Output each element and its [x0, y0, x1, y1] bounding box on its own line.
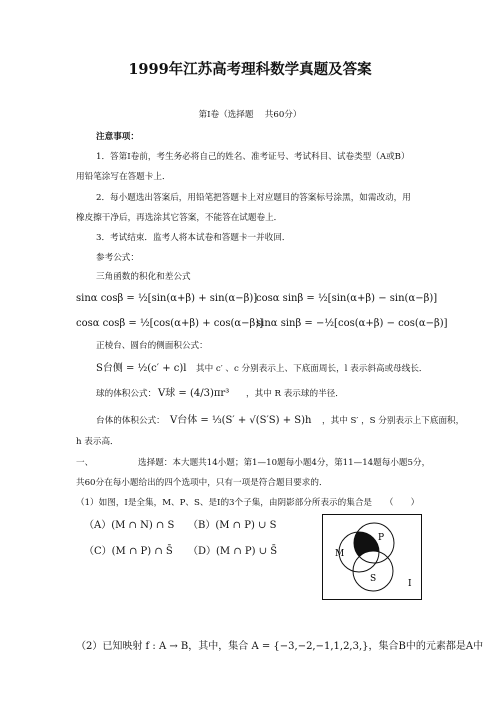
part-instructions-line-2: 共60分在每小题给出的四个选项中，只有一项是符合题目要求的．: [76, 478, 328, 488]
formula-sin-cos: sinα cosβ = ½[sin(α+β) + sin(α−β)]: [76, 293, 258, 304]
frustum-volume-formula: V台体 = ⅓(S′ + √(S′S) + S)h: [170, 415, 312, 426]
frustum-area-heading: 正棱台、圆台的侧面积公式：: [96, 341, 208, 351]
formula-cos-sin: cosα sinβ = ½[sin(α+β) − sin(α−β)]: [256, 293, 438, 304]
note-line-5: 3．考试结束．监考人将本试卷和答题卡一并收回．: [96, 233, 291, 243]
note-line-4: 橡皮擦干净后，再选涂其它答案，不能答在试题卷上．: [76, 213, 283, 223]
note-line-3: 2．每小题选出答案后，用铅笔把答题卡上对应题目的答案标号涂黑，如需改动，用: [96, 193, 411, 203]
formula-sin-sin: sinα sinβ = −½[cos(α+β) − cos(α−β)]: [256, 318, 448, 329]
question-2-stem: （2）已知映射 f : A → B，其中，集合 A = {−3,−2,−1,1,2,3,}，集合B中的元素都是A中: [76, 641, 484, 652]
sphere-volume-label: 球的体积公式：: [96, 389, 157, 399]
notes-heading: 注意事项：: [96, 132, 139, 142]
label-p: P: [378, 533, 385, 543]
frustum-volume-label: 台体的体积公式：: [96, 416, 165, 426]
frustum-area-formula: S台侧 = ½(c′ + c)l: [96, 363, 187, 374]
formula-cos-cos: cosα cosβ = ½[cos(α+β) + cos(α−β)]: [76, 318, 264, 329]
note-line-2: 用铅笔涂写在答题卡上．: [76, 172, 171, 182]
sphere-volume-formula: V球 = (4/3)πr³: [158, 388, 230, 399]
note-line-1: 1．答第Ⅰ卷前，考生务必将自己的姓名、准考证号、考试科目、试卷类型（A或B）: [96, 152, 410, 162]
sphere-volume-note: ，其中 R 表示球的半径．: [246, 389, 344, 399]
reference-heading: 参考公式：: [96, 253, 139, 263]
part-number: 一、: [76, 458, 94, 468]
frustum-volume-note: ，其中 S′ ，S 分别表示上下底面积，: [322, 416, 465, 426]
question-1-option-b: （B）(M ∩ P) ∪ S: [188, 520, 277, 531]
question-1-option-a: （A）(M ∩ N) ∩ S: [84, 520, 175, 531]
frustum-area-note: 其中 c′ 、c 分别表示上、下底面周长，l 表示斜高或母线长．: [196, 364, 428, 374]
document-title: 1999年江苏高考理科数学真题及答案: [128, 61, 372, 78]
frustum-volume-note-2: h 表示高．: [76, 437, 119, 447]
part-instructions-line-1: 选择题：本大题共14小题；第1—10题每小题4分，第11—14题每小题5分，: [138, 458, 431, 468]
label-m: M: [335, 549, 345, 559]
question-1-option-c: （C）(M ∩ P) ∩ S̄: [84, 546, 173, 557]
label-i: I: [408, 579, 412, 589]
question-1-stem: （1）如图，I是全集，M、P、S、是I的3个子集，由阴影部分所表示的集合是 （ ）: [76, 498, 420, 508]
venn-diagram: [322, 514, 422, 600]
trig-heading: 三角函数的积化和差公式: [96, 272, 191, 282]
question-1-option-d: （D）(M ∩ P) ∪ S̄: [188, 546, 278, 557]
section-title: 第Ⅰ卷（选择题 共60分）: [198, 110, 302, 120]
label-s: S: [370, 574, 377, 584]
